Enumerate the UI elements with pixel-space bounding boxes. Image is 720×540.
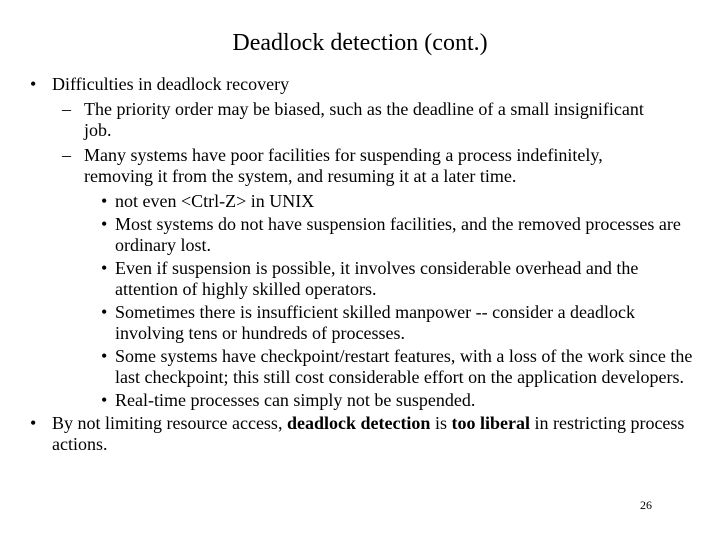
- detail-checkpoint: [0, 346, 700, 388]
- detail-ctrl-z: [0, 191, 700, 212]
- sub-bullet-suspension-facilities: [0, 145, 670, 187]
- bullet-marker: •: [30, 74, 37, 94]
- bullet-marker: •: [30, 413, 37, 433]
- bullet-text-part: By not limiting resource access,: [52, 413, 287, 433]
- dash-marker: –: [62, 145, 71, 165]
- bullet-text-part: is: [430, 413, 452, 433]
- sub-bullet-text: Many systems have poor facilities for suspending a process indefinitely, removing it from the system, and resuming it at a later time.: [84, 145, 603, 186]
- detail-text: not even <Ctrl-Z> in UNIX: [115, 191, 315, 211]
- detail-text: Sometimes there is insufficient skilled manpower -- consider a deadlock involving tens or hundreds of processes.: [115, 302, 636, 343]
- sub-bullet-text: The priority order may be biased, such as the deadline of a small insignificant job.: [84, 99, 644, 140]
- detail-manpower: [0, 302, 700, 344]
- detail-no-suspension: [0, 214, 700, 256]
- detail-text: Most systems do not have suspension facilities, and the removed processes are ordinary lost.: [115, 214, 681, 255]
- detail-text: Real-time processes can simply not be suspended.: [115, 390, 476, 410]
- bold-term-too-liberal: too liberal: [451, 413, 530, 433]
- detail-overhead: [0, 258, 700, 300]
- bullet-marker: •: [101, 258, 108, 278]
- bullet-deadlock-recovery: [0, 74, 700, 95]
- bullet-marker: •: [101, 346, 108, 366]
- bullet-marker: •: [101, 302, 108, 322]
- slide-title: Deadlock detection (cont.): [232, 30, 488, 56]
- slide-content: [0, 74, 720, 459]
- dash-marker: –: [62, 99, 71, 119]
- bullet-text-part: in restricting process actions.: [52, 413, 685, 454]
- sub-bullet-priority-order: [0, 99, 670, 141]
- bullet-resource-access: [0, 413, 700, 455]
- detail-text: Even if suspension is possible, it involves considerable overhead and the attention of highly skilled operators.: [115, 258, 639, 299]
- page-number: 26: [640, 498, 652, 512]
- bullet-marker: •: [101, 191, 108, 211]
- bullet-marker: •: [101, 214, 108, 234]
- bullet-marker: •: [101, 390, 108, 410]
- detail-text: Some systems have checkpoint/restart features, with a loss of the work since the last checkpoint; this still cost considerable effort on the application developers.: [115, 346, 693, 387]
- detail-real-time: [0, 390, 700, 411]
- bold-term-deadlock-detection: deadlock detection: [286, 413, 431, 433]
- bullet-text: Difficulties in deadlock recovery: [52, 74, 290, 94]
